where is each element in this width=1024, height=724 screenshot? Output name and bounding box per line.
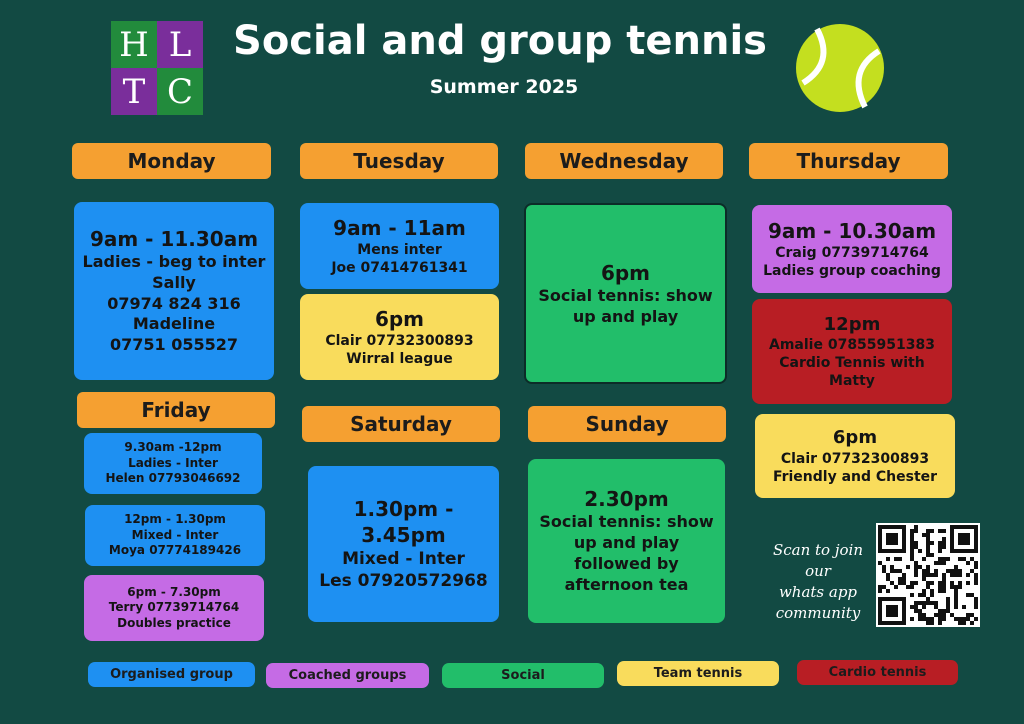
session-time: 9am - 10.30am [767, 218, 937, 243]
scan-line: Scan to join [772, 541, 863, 559]
session-card-thursday-midday [752, 299, 952, 404]
session-line: Joe 07414761341 [331, 260, 468, 276]
session-line: Terry 07739714764 [108, 600, 240, 615]
session-card-monday [74, 202, 274, 380]
legend-cardio-tennis: Cardio tennis [797, 660, 958, 685]
day-header-thursday: Thursday [749, 143, 948, 179]
day-header-monday: Monday [72, 143, 271, 179]
session-line: Moya 07774189426 [108, 543, 242, 558]
session-time: 6pm [374, 306, 425, 331]
session-line: afternoon tea [564, 574, 689, 594]
session-line: Clair 07732300893 [325, 332, 474, 349]
session-line: Les 07920572968 [319, 571, 488, 591]
legend-team-tennis: Team tennis [617, 661, 779, 686]
legend-organised-group: Organised group [88, 662, 255, 687]
session-time: 12pm [823, 313, 881, 335]
session-card-wednesday [524, 203, 727, 384]
session-line: Sally [152, 272, 196, 292]
day-header-sunday: Sunday [528, 406, 726, 442]
session-card-friday-evening [84, 575, 264, 641]
session-line: Social tennis: show [538, 285, 713, 305]
logo-letter: C [157, 68, 203, 115]
session-card-thursday-morning [752, 205, 952, 293]
day-header-wednesday: Wednesday [525, 143, 723, 179]
session-line: followed by [574, 554, 679, 573]
hltc-logo [111, 21, 203, 115]
logo-letter: H [111, 21, 157, 68]
scan-line: our [805, 562, 831, 580]
tennis-ball-icon [795, 23, 885, 113]
session-time: 1.30pm - 3.45pm [353, 496, 454, 547]
session-card-friday-morning [84, 433, 262, 494]
session-card-sunday [528, 459, 725, 623]
session-line: Mixed - Inter [342, 548, 465, 569]
session-time: 9am - 11.30am [89, 227, 259, 251]
session-line: Clair 07732300893 [780, 450, 930, 467]
session-line: Ladies group coaching [763, 263, 941, 279]
session-line: up and play [573, 533, 680, 553]
session-time: 9.30am -12pm [124, 440, 222, 455]
session-line: up and play [572, 306, 679, 326]
session-line: Social tennis: show [539, 512, 714, 532]
session-line: Mens inter [357, 241, 442, 258]
session-card-friday-midday [85, 505, 265, 566]
session-line: Helen 07793046692 [105, 471, 241, 486]
session-line: Cardio Tennis with [779, 355, 925, 372]
session-time: 6pm [832, 427, 878, 449]
session-time: 2.30pm [584, 487, 669, 512]
session-time: 6pm - 7.30pm [127, 584, 221, 599]
session-line: Ladies - Inter [128, 455, 218, 470]
session-line: 07974 824 316 [107, 293, 241, 313]
scan-to-join-text [748, 540, 888, 624]
day-header-saturday: Saturday [302, 406, 500, 442]
logo-letter: L [157, 21, 203, 68]
session-time: 6pm [600, 260, 651, 285]
legend-social: Social [442, 663, 604, 688]
session-line: Wirral league [346, 351, 453, 367]
session-card-tuesday-evening [300, 294, 499, 380]
day-header-friday: Friday [77, 392, 275, 428]
session-line: Friendly and Chester [772, 468, 938, 485]
day-header-tuesday: Tuesday [300, 143, 498, 179]
session-line: Mixed - Inter [131, 527, 219, 542]
session-line: Amalie 07855951383 [769, 336, 935, 353]
session-time: 9am - 11am [333, 215, 466, 240]
scan-line: community [775, 604, 861, 622]
session-line: Craig 07739714764 [775, 244, 929, 261]
page-title: Social and group tennis [233, 18, 767, 64]
session-time: 12pm - 1.30pm [124, 512, 226, 527]
session-line: Matty [829, 373, 875, 390]
session-card-thursday-evening [755, 414, 955, 498]
session-line: 07751 055527 [109, 335, 239, 355]
session-line: Doubles practice [117, 615, 231, 630]
session-line: Madeline [132, 314, 216, 334]
page-subtitle: Summer 2025 [429, 76, 579, 98]
session-card-saturday [308, 466, 499, 622]
qr-code-icon[interactable] [876, 523, 980, 627]
logo-letter: T [111, 68, 157, 115]
session-card-tuesday-morning [300, 203, 499, 289]
legend-coached-groups: Coached groups [266, 663, 429, 688]
session-line: Ladies - beg to inter [82, 252, 266, 271]
scan-line: whats app [778, 583, 858, 601]
